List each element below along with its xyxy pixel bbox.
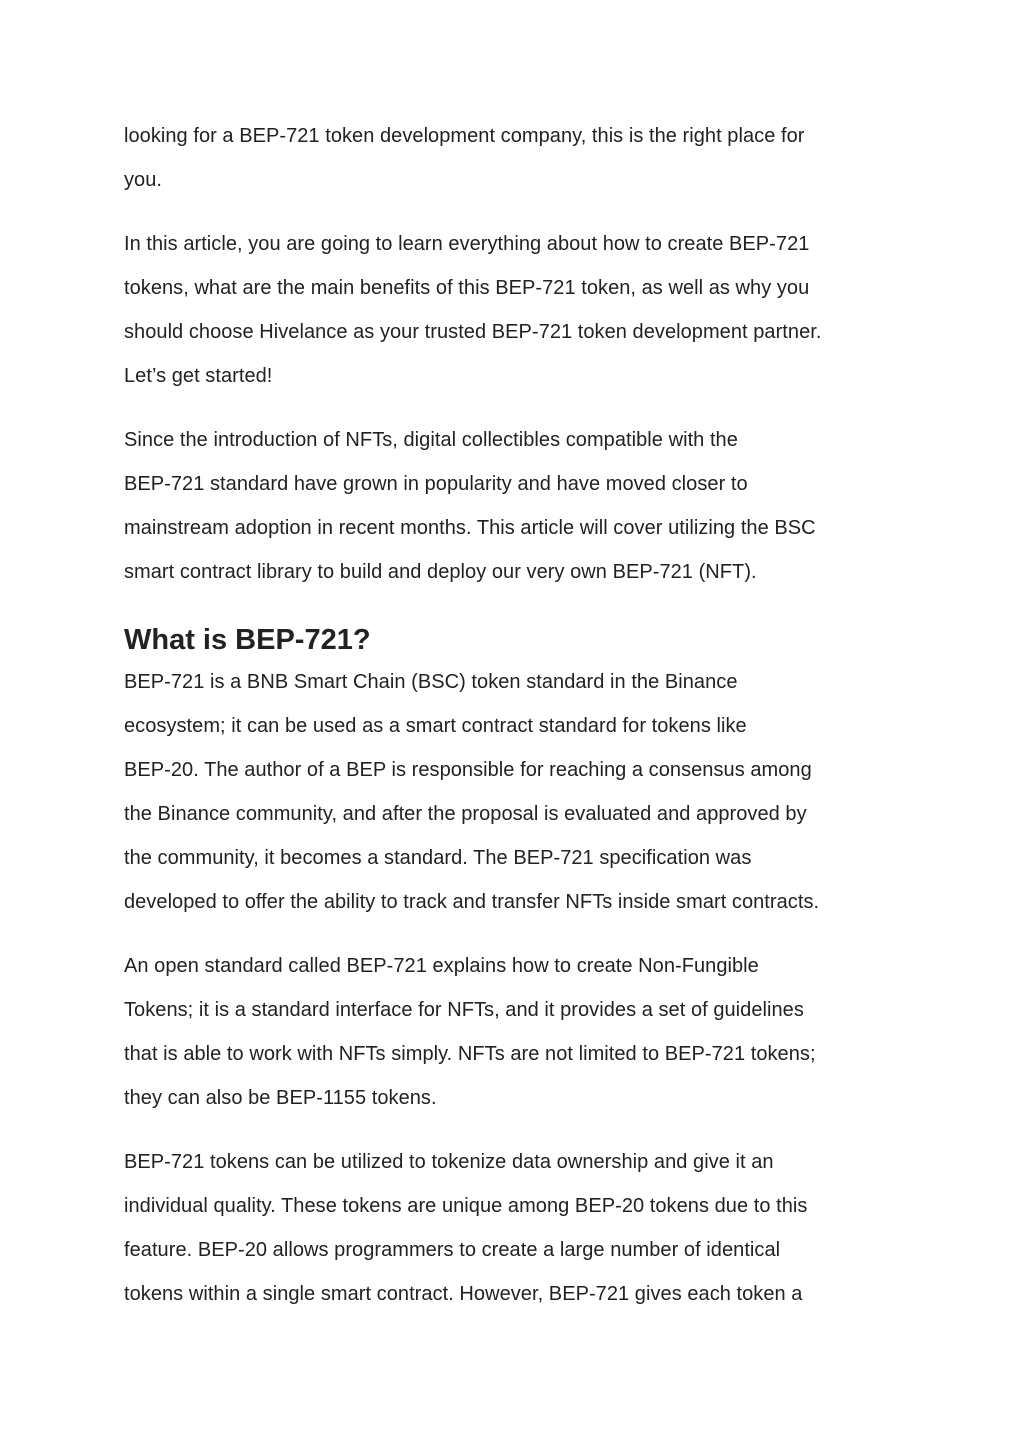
text-line: Tokens; it is a standard interface for NFTs, and it provides a set of guidelines [124, 999, 804, 1021]
text-line: should choose Hivelance as your trusted BEP-721 token development partner. [124, 321, 822, 343]
text-line: tokens within a single smart contract. However, BEP-721 gives each token a [124, 1283, 803, 1305]
text-line: the community, it becomes a standard. The BEP-721 specification was [124, 847, 752, 869]
text-line: BEP-721 tokens can be utilized to tokenize data ownership and give it an [124, 1151, 774, 1173]
text-line: mainstream adoption in recent months. This article will cover utilizing the BSC [124, 517, 816, 539]
text-line: BEP-721 standard have grown in popularity and have moved closer to [124, 473, 748, 495]
intro-paragraph [124, 114, 914, 202]
text-line: Since the introduction of NFTs, digital collectibles compatible with the [124, 429, 738, 451]
text-line: you. [124, 169, 163, 191]
text-line: ecosystem; it can be used as a smart contract standard for tokens like [124, 715, 747, 737]
text-line: the Binance community, and after the proposal is evaluated and approved by [124, 803, 807, 825]
text-line: looking for a BEP-721 token development company, this is the right place for [124, 125, 805, 147]
text-line: that is able to work with NFTs simply. NFTs are not limited to BEP-721 tokens; [124, 1043, 816, 1065]
text-line: developed to offer the ability to track and transfer NFTs inside smart contracts. [124, 891, 820, 913]
text-line: In this article, you are going to learn everything about how to create BEP-721 [124, 233, 810, 255]
text-line: they can also be BEP-1155 tokens. [124, 1087, 437, 1109]
text-line: feature. BEP-20 allows programmers to create a large number of identical [124, 1239, 781, 1261]
definition-paragraph [124, 660, 914, 924]
text-line: tokens, what are the main benefits of this BEP-721 token, as well as why you [124, 277, 810, 299]
document-page [124, 114, 914, 1336]
text-line: BEP-721 is a BNB Smart Chain (BSC) token standard in the Binance [124, 671, 738, 693]
utilization-paragraph [124, 1140, 914, 1316]
text-line: individual quality. These tokens are unique among BEP-20 tokens due to this [124, 1195, 808, 1217]
text-line: An open standard called BEP-721 explains how to create Non-Fungible [124, 955, 759, 977]
open-standard-paragraph [124, 944, 914, 1120]
nft-introduction-paragraph [124, 418, 914, 594]
section-heading: What is BEP-721? [124, 624, 371, 656]
text-line: BEP-20. The author of a BEP is responsible for reaching a consensus among [124, 759, 812, 781]
text-line: Let’s get started! [124, 365, 273, 387]
text-line: smart contract library to build and deploy our very own BEP-721 (NFT). [124, 561, 757, 583]
article-overview-paragraph [124, 222, 914, 398]
